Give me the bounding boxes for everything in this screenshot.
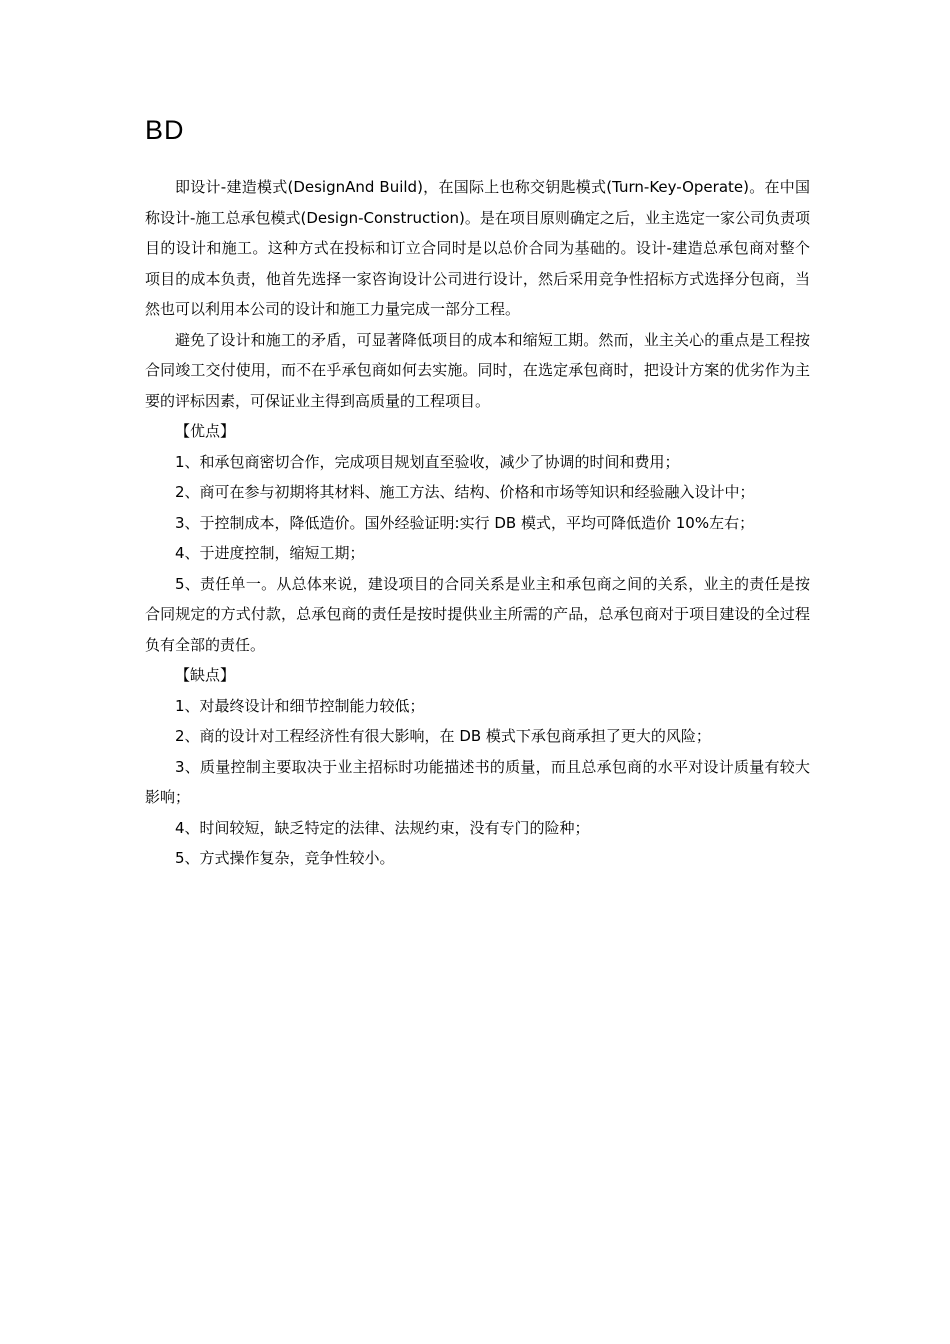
advantages-heading: 【优点】 xyxy=(175,422,236,440)
intro-paragraph-2: 避免了设计和施工的矛盾，可显著降低项目的成本和缩短工期。然而，业主关心的重点是工程按合同竣工交付使用，而不在乎承包商如何去实施。同时，在选定承包商时，把设计方案的优劣作为主要的评标因素，可保证业主得到高质量的工程项目。 xyxy=(145,330,810,410)
document-body xyxy=(145,172,810,874)
disadvantages-heading: 【缺点】 xyxy=(175,666,236,684)
document-title: BD xyxy=(145,115,185,145)
advantage-item-4: 4、于进度控制，缩短工期； xyxy=(175,544,365,562)
disadvantage-item-1: 1、对最终设计和细节控制能力较低； xyxy=(175,696,425,715)
advantage-item-5: 5、责任单一。从总体来说，建设项目的合同关系是业主和承包商之间的关系，业主的责任是按合同规定的方式付款，总承包商的责任是按时提供业主所需的产品，总承包商对于项目建设的全过程负有全部的责任。 xyxy=(145,574,810,654)
disadvantage-item-5: 5、方式操作复杂，竞争性较小。 xyxy=(175,849,395,867)
disadvantage-item-2: 2、商的设计对工程经济性有很大影响，在 DB 模式下承包商承担了更大的风险； xyxy=(175,727,711,745)
advantage-item-1: 1、和承包商密切合作，完成项目规划直至验收，减少了协调的时间和费用； xyxy=(175,452,680,471)
intro-paragraph-1: 即设计-建造模式(DesignAnd Build)，在国际上也称交钥匙模式(Turn-Key-Operate)。在中国称设计-施工总承包模式(Design-Construction)。是在项目原则确定之后，业主选定一家公司负责项目的设计和施工。这种方式在投标和订立合同时是以总价合同为基础的。设计-建造总承包商对整个项目的成本负责，他首先选择一家咨询设计公司进行设计，然后采用竞争性招标方式选择分包商，当然也可以利用本公司的设计和施工力量完成一部分工程。 xyxy=(145,178,810,318)
advantage-item-2: 2、商可在参与初期将其材料、施工方法、结构、价格和市场等知识和经验融入设计中； xyxy=(175,483,755,501)
advantage-item-3: 3、于控制成本，降低造价。国外经验证明:实行 DB 模式，平均可降低造价 10%左右； xyxy=(175,513,755,532)
disadvantage-item-3: 3、质量控制主要取决于业主招标时功能描述书的质量，而且总承包商的水平对设计质量有较大影响； xyxy=(145,757,810,806)
disadvantage-item-4: 4、时间较短，缺乏特定的法律、法规约束，没有专门的险种； xyxy=(175,818,590,837)
